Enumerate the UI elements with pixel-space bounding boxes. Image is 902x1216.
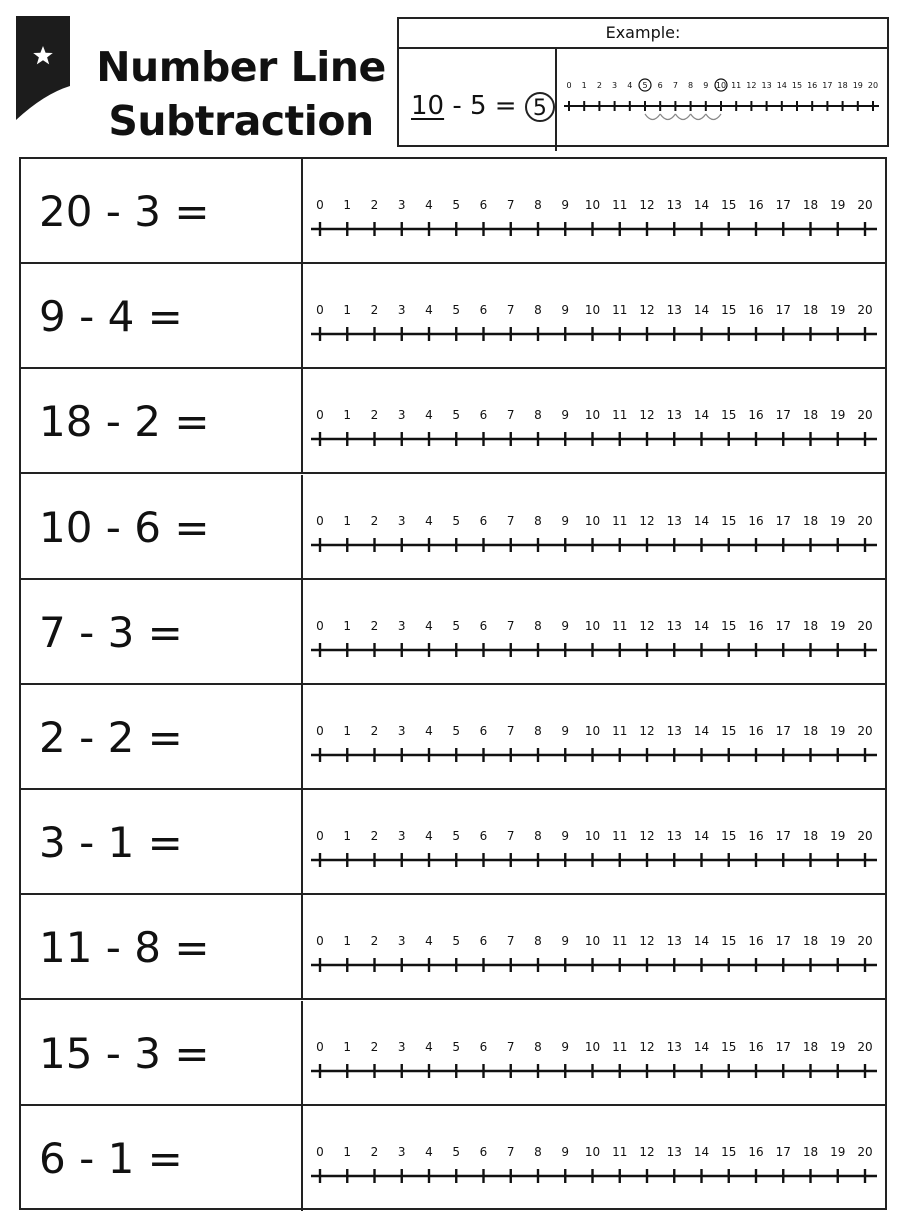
number-line-label: 6 xyxy=(479,408,488,423)
number-line-label: 15 xyxy=(721,513,737,528)
number-line-label: 5 xyxy=(452,513,461,528)
number-line-label: 20 xyxy=(857,724,873,738)
number-line-label: 3 xyxy=(397,1144,406,1159)
equation-cell xyxy=(21,369,303,472)
number-line-label: 18 xyxy=(802,303,819,318)
number-line-label: 15 xyxy=(721,618,737,633)
number-line-label: 16 xyxy=(748,303,764,318)
number-line-label: 1 xyxy=(343,724,352,738)
number-line-label: 16 xyxy=(748,1144,764,1159)
example-jump-arc xyxy=(706,114,721,120)
number-line-label: 5 xyxy=(452,303,461,318)
equation-cell xyxy=(21,580,303,683)
number-line-label: 6 xyxy=(479,303,488,318)
example-jump-arc xyxy=(691,114,706,120)
number-line-label: 18 xyxy=(802,408,819,423)
problem-row xyxy=(21,369,885,474)
number-line-label: 5 xyxy=(452,934,461,949)
number-line-label: 10 xyxy=(584,303,601,318)
number-line-label: 13 xyxy=(666,1039,682,1054)
problem-equation: 7 - 3 = xyxy=(39,607,183,657)
problem-row xyxy=(21,264,885,369)
number-line-label: 13 xyxy=(761,81,772,90)
number-line-label: 17 xyxy=(775,408,791,423)
number-line-label: 9 xyxy=(561,724,570,738)
number-line-label: 8 xyxy=(534,198,542,212)
number-line[interactable] xyxy=(311,721,877,771)
number-line-label: 2 xyxy=(370,934,379,949)
number-line-label: 2 xyxy=(370,829,379,844)
number-line-label: 12 xyxy=(639,1144,655,1159)
problem-equation: 2 - 2 = xyxy=(39,713,183,762)
number-line-label: 1 xyxy=(343,934,352,949)
number-line-label: 3 xyxy=(397,934,406,949)
number-line-label: 2 xyxy=(370,724,379,738)
number-line-cell[interactable] xyxy=(303,264,885,367)
number-line-label: 17 xyxy=(822,81,833,90)
number-line-label: 11 xyxy=(612,618,628,633)
number-line-label: 4 xyxy=(425,198,433,212)
number-line-label: 11 xyxy=(612,1039,628,1054)
number-line-label: 4 xyxy=(425,829,433,844)
example-number-line xyxy=(561,75,883,133)
number-line-label: 15 xyxy=(791,81,803,90)
number-line-label: 5 xyxy=(452,1039,461,1054)
problem-equation: 20 - 3 = xyxy=(39,187,210,236)
number-line-label: 10 xyxy=(715,81,727,90)
problem-row xyxy=(21,475,885,580)
number-line-label: 13 xyxy=(666,1144,682,1159)
number-line-label: 8 xyxy=(534,934,542,949)
number-line-label: 7 xyxy=(506,198,515,212)
number-line-label: 19 xyxy=(830,724,846,738)
number-line-label: 12 xyxy=(639,303,655,318)
number-line-label: 1 xyxy=(581,81,587,90)
number-line-label: 8 xyxy=(534,724,542,738)
number-line-label: 6 xyxy=(479,513,488,528)
number-line-label: 10 xyxy=(584,618,601,633)
number-line-label: 12 xyxy=(639,198,655,212)
number-line-label: 20 xyxy=(857,1039,873,1054)
number-line-label: 20 xyxy=(857,408,873,423)
number-line-label: 14 xyxy=(693,513,710,528)
number-line-label: 18 xyxy=(802,1039,819,1054)
number-line-label: 19 xyxy=(830,829,846,844)
number-line-label: 20 xyxy=(857,303,873,318)
number-line-label: 17 xyxy=(775,934,791,949)
number-line-label: 9 xyxy=(561,829,570,844)
number-line-label: 6 xyxy=(657,81,663,90)
number-line-label: 3 xyxy=(397,829,406,844)
number-line-label: 9 xyxy=(561,1144,570,1159)
number-line-cell[interactable] xyxy=(303,685,885,788)
number-line-label: 10 xyxy=(584,408,601,423)
number-line-label: 18 xyxy=(802,618,819,633)
number-line-label: 5 xyxy=(452,408,461,423)
number-line-label: 20 xyxy=(857,198,873,212)
number-line-label: 3 xyxy=(397,724,406,738)
equation-cell xyxy=(21,1001,303,1104)
number-line-label: 9 xyxy=(561,1039,570,1054)
number-line-label: 19 xyxy=(830,408,846,423)
number-line-label: 2 xyxy=(370,198,379,212)
number-line-label: 7 xyxy=(506,724,515,738)
number-line[interactable] xyxy=(311,195,877,245)
number-line-label: 18 xyxy=(837,81,848,90)
number-line-label: 0 xyxy=(566,81,572,90)
number-line-cell[interactable] xyxy=(303,580,885,683)
number-line-label: 20 xyxy=(857,934,873,949)
number-line-label: 8 xyxy=(534,513,542,528)
number-line-label: 9 xyxy=(561,934,570,949)
number-line-label: 18 xyxy=(802,1144,819,1159)
number-line-label: 15 xyxy=(721,198,737,212)
number-line-label: 7 xyxy=(506,829,515,844)
number-line-label: 13 xyxy=(666,618,682,633)
number-line-label: 15 xyxy=(721,303,737,318)
number-line-label: 17 xyxy=(775,829,791,844)
example-start-number: 10 xyxy=(411,91,445,121)
number-line-label: 9 xyxy=(561,303,570,318)
number-line-label: 5 xyxy=(642,81,648,90)
equation-cell xyxy=(21,1106,303,1211)
number-line-label: 9 xyxy=(561,198,570,212)
equation-cell xyxy=(21,685,303,788)
number-line-label: 8 xyxy=(534,829,542,844)
number-line-label: 15 xyxy=(721,829,737,844)
number-line-label: 16 xyxy=(748,829,764,844)
example-box xyxy=(397,17,889,147)
equation-cell xyxy=(21,895,303,998)
number-line-label: 7 xyxy=(506,1039,515,1054)
number-line-label: 19 xyxy=(830,303,846,318)
number-line-label: 14 xyxy=(693,198,710,212)
number-line-label: 14 xyxy=(693,934,710,949)
number-line-label: 19 xyxy=(830,1039,846,1054)
number-line-label: 20 xyxy=(857,1144,873,1159)
number-line-cell[interactable] xyxy=(303,1001,885,1104)
number-line-label: 3 xyxy=(397,198,406,212)
number-line-label: 1 xyxy=(343,618,352,633)
number-line-label: 6 xyxy=(479,618,488,633)
number-line-label: 13 xyxy=(666,303,682,318)
problem-equation: 6 - 1 = xyxy=(39,1133,183,1183)
problem-equation: 9 - 4 = xyxy=(39,292,183,342)
number-line-label: 17 xyxy=(775,198,791,212)
number-line-label: 2 xyxy=(370,618,379,633)
number-line-label: 19 xyxy=(852,81,863,90)
number-line-label: 12 xyxy=(746,81,757,90)
number-line-label: 12 xyxy=(639,829,655,844)
number-line-label: 0 xyxy=(316,934,324,949)
example-jump-arc xyxy=(660,114,675,120)
number-line-label: 9 xyxy=(561,408,570,423)
number-line-cell[interactable] xyxy=(303,475,885,578)
number-line-label: 19 xyxy=(830,513,846,528)
number-line-label: 10 xyxy=(584,829,601,844)
number-line[interactable] xyxy=(311,511,877,561)
number-line-label: 0 xyxy=(316,618,324,633)
number-line-label: 20 xyxy=(857,513,873,528)
number-line-label: 14 xyxy=(693,1039,710,1054)
number-line-label: 8 xyxy=(534,303,542,318)
number-line-label: 6 xyxy=(479,724,488,738)
problem-equation: 11 - 8 = xyxy=(39,923,210,973)
number-line-label: 16 xyxy=(748,1039,764,1054)
number-line-label: 17 xyxy=(775,618,791,633)
number-line-label: 17 xyxy=(775,513,791,528)
example-divider xyxy=(555,47,557,151)
number-line-label: 10 xyxy=(584,198,601,212)
problem-row xyxy=(21,790,885,895)
number-line-label: 4 xyxy=(425,934,433,949)
number-line-label: 16 xyxy=(748,934,764,949)
title-line-1: Number Line xyxy=(96,43,386,91)
number-line-label: 4 xyxy=(627,81,633,90)
title-line-2: Subtraction xyxy=(108,97,374,145)
number-line-label: 2 xyxy=(370,1144,379,1159)
number-line-label: 12 xyxy=(639,1039,655,1054)
number-line-cell[interactable] xyxy=(303,895,885,998)
number-line-label: 19 xyxy=(830,1144,846,1159)
number-line-label: 16 xyxy=(748,724,764,738)
number-line-label: 9 xyxy=(703,81,709,90)
number-line-label: 5 xyxy=(452,724,461,738)
problem-row xyxy=(21,1001,885,1106)
number-line-label: 8 xyxy=(534,408,542,423)
number-line-label: 14 xyxy=(693,1144,710,1159)
number-line-label: 2 xyxy=(370,513,379,528)
equation-cell xyxy=(21,159,303,262)
number-line-label: 3 xyxy=(397,618,406,633)
number-line-label: 1 xyxy=(343,513,352,528)
number-line-label: 7 xyxy=(506,1144,515,1159)
number-line-label: 3 xyxy=(612,81,618,90)
problem-row xyxy=(21,895,885,1000)
number-line-label: 1 xyxy=(343,303,352,318)
number-line-label: 0 xyxy=(316,513,324,528)
number-line-label: 18 xyxy=(802,934,819,949)
number-line-label: 13 xyxy=(666,829,682,844)
example-jump-arc xyxy=(675,114,690,120)
number-line-label: 1 xyxy=(343,1144,352,1159)
number-line-label: 13 xyxy=(666,198,682,212)
number-line-label: 20 xyxy=(867,81,879,90)
number-line-label: 17 xyxy=(775,1039,791,1054)
number-line-label: 12 xyxy=(639,934,655,949)
number-line-label: 9 xyxy=(561,513,570,528)
number-line-label: 15 xyxy=(721,408,737,423)
number-line-label: 10 xyxy=(584,1144,601,1159)
problem-grid xyxy=(19,157,887,1210)
number-line-label: 13 xyxy=(666,513,682,528)
number-line-label: 11 xyxy=(612,303,628,318)
number-line-label: 16 xyxy=(748,408,764,423)
number-line-label: 17 xyxy=(775,724,791,738)
equation-cell xyxy=(21,790,303,893)
number-line[interactable] xyxy=(311,405,877,455)
number-line-label: 6 xyxy=(479,1144,488,1159)
number-line-label: 8 xyxy=(688,81,694,90)
number-line-cell[interactable] xyxy=(303,1106,885,1211)
page-title xyxy=(96,40,386,148)
number-line[interactable] xyxy=(311,1037,877,1087)
number-line-label: 1 xyxy=(343,408,352,423)
number-line-cell[interactable] xyxy=(303,159,885,262)
number-line-label: 2 xyxy=(370,303,379,318)
number-line-label: 5 xyxy=(452,198,461,212)
number-line-label: 12 xyxy=(639,408,655,423)
number-line-label: 6 xyxy=(479,829,488,844)
number-line-label: 1 xyxy=(343,829,352,844)
number-line-label: 16 xyxy=(748,618,764,633)
number-line-label: 7 xyxy=(506,303,515,318)
problem-row xyxy=(21,1106,885,1211)
number-line-label: 8 xyxy=(534,1144,542,1159)
number-line-label: 4 xyxy=(425,303,433,318)
number-line-label: 2 xyxy=(596,81,602,90)
number-line-label: 19 xyxy=(830,934,846,949)
number-line[interactable] xyxy=(311,826,877,876)
example-equation-middle: - 5 = xyxy=(444,91,525,121)
number-line-label: 10 xyxy=(584,934,601,949)
number-line-label: 5 xyxy=(452,618,461,633)
problem-equation: 18 - 2 = xyxy=(39,397,210,447)
number-line-label: 7 xyxy=(506,618,515,633)
problem-equation: 15 - 3 = xyxy=(39,1028,210,1078)
number-line-label: 7 xyxy=(506,513,515,528)
equation-cell xyxy=(21,264,303,367)
example-answer-circle: 5 xyxy=(525,92,555,122)
number-line-label: 10 xyxy=(584,724,601,738)
number-line-label: 15 xyxy=(721,934,737,949)
number-line-label: 7 xyxy=(506,934,515,949)
number-line-label: 7 xyxy=(672,81,678,90)
number-line-label: 3 xyxy=(397,513,406,528)
number-line-label: 12 xyxy=(639,724,655,738)
number-line-label: 15 xyxy=(721,724,737,738)
number-line-label: 19 xyxy=(830,198,846,212)
example-equation xyxy=(411,91,555,122)
number-line-label: 8 xyxy=(534,618,542,633)
number-line-label: 8 xyxy=(534,1039,542,1054)
number-line-label: 18 xyxy=(802,198,819,212)
number-line-label: 4 xyxy=(425,1039,433,1054)
number-line-label: 1 xyxy=(343,198,352,212)
problem-equation: 10 - 6 = xyxy=(39,502,210,552)
number-line-label: 0 xyxy=(316,1039,324,1054)
number-line-label: 0 xyxy=(316,829,324,844)
number-line-label: 11 xyxy=(612,408,628,423)
number-line-label: 0 xyxy=(316,198,324,212)
number-line-label: 2 xyxy=(370,408,379,423)
number-line-label: 0 xyxy=(316,1144,324,1159)
number-line-label: 14 xyxy=(693,618,710,633)
number-line-label: 15 xyxy=(721,1039,737,1054)
number-line-label: 16 xyxy=(807,81,818,90)
number-line-label: 1 xyxy=(343,1039,352,1054)
number-line-label: 18 xyxy=(802,829,819,844)
number-line-label: 11 xyxy=(612,1144,628,1159)
number-line-label: 20 xyxy=(857,829,873,844)
number-line-label: 4 xyxy=(425,1144,433,1159)
number-line-label: 6 xyxy=(479,934,488,949)
number-line-label: 13 xyxy=(666,934,682,949)
number-line-label: 13 xyxy=(666,408,682,423)
number-line-label: 18 xyxy=(802,724,819,738)
number-line-label: 10 xyxy=(584,1039,601,1054)
number-line-label: 2 xyxy=(370,1039,379,1054)
number-line-label: 3 xyxy=(397,303,406,318)
number-line-label: 16 xyxy=(748,513,764,528)
number-line-label: 0 xyxy=(316,724,324,738)
number-line-label: 11 xyxy=(731,81,742,90)
number-line-label: 14 xyxy=(776,81,787,90)
number-line-label: 11 xyxy=(612,513,628,528)
number-line-label: 3 xyxy=(397,1039,406,1054)
number-line-label: 15 xyxy=(721,1144,737,1159)
problem-equation: 3 - 1 = xyxy=(39,818,183,868)
problem-row xyxy=(21,685,885,790)
number-line-label: 5 xyxy=(452,1144,461,1159)
number-line[interactable] xyxy=(311,616,877,666)
number-line-label: 13 xyxy=(666,724,682,738)
number-line-label: 7 xyxy=(506,408,515,423)
number-line-label: 4 xyxy=(425,408,433,423)
number-line-label: 14 xyxy=(693,724,710,738)
number-line-label: 3 xyxy=(397,408,406,423)
number-line-label: 11 xyxy=(612,829,628,844)
number-line-label: 5 xyxy=(452,829,461,844)
number-line-label: 0 xyxy=(316,408,324,423)
number-line-label: 17 xyxy=(775,303,791,318)
equation-cell xyxy=(21,475,303,578)
number-line-label: 14 xyxy=(693,303,710,318)
number-line-label: 14 xyxy=(693,408,710,423)
number-line-label: 0 xyxy=(316,303,324,318)
number-line-label: 4 xyxy=(425,513,433,528)
number-line-label: 17 xyxy=(775,1144,791,1159)
number-line-label: 18 xyxy=(802,513,819,528)
problem-row xyxy=(21,159,885,264)
number-line-label: 6 xyxy=(479,1039,488,1054)
banner-ribbon xyxy=(16,16,70,120)
number-line[interactable] xyxy=(311,931,877,981)
number-line-label: 20 xyxy=(857,618,873,633)
number-line-label: 9 xyxy=(561,618,570,633)
number-line[interactable] xyxy=(311,300,877,350)
number-line-cell[interactable] xyxy=(303,369,885,472)
number-line-label: 11 xyxy=(612,198,628,212)
number-line[interactable] xyxy=(311,1142,877,1192)
number-line-label: 19 xyxy=(830,618,846,633)
problem-row xyxy=(21,580,885,685)
number-line-label: 11 xyxy=(612,934,628,949)
example-jump-arc xyxy=(645,114,660,120)
number-line-label: 16 xyxy=(748,198,764,212)
example-label: Example: xyxy=(399,19,887,49)
number-line-label: 12 xyxy=(639,513,655,528)
number-line-label: 11 xyxy=(612,724,628,738)
number-line-label: 6 xyxy=(479,198,488,212)
number-line-label: 4 xyxy=(425,724,433,738)
number-line-label: 4 xyxy=(425,618,433,633)
number-line-label: 12 xyxy=(639,618,655,633)
number-line-label: 14 xyxy=(693,829,710,844)
number-line-cell[interactable] xyxy=(303,790,885,893)
number-line-label: 10 xyxy=(584,513,601,528)
